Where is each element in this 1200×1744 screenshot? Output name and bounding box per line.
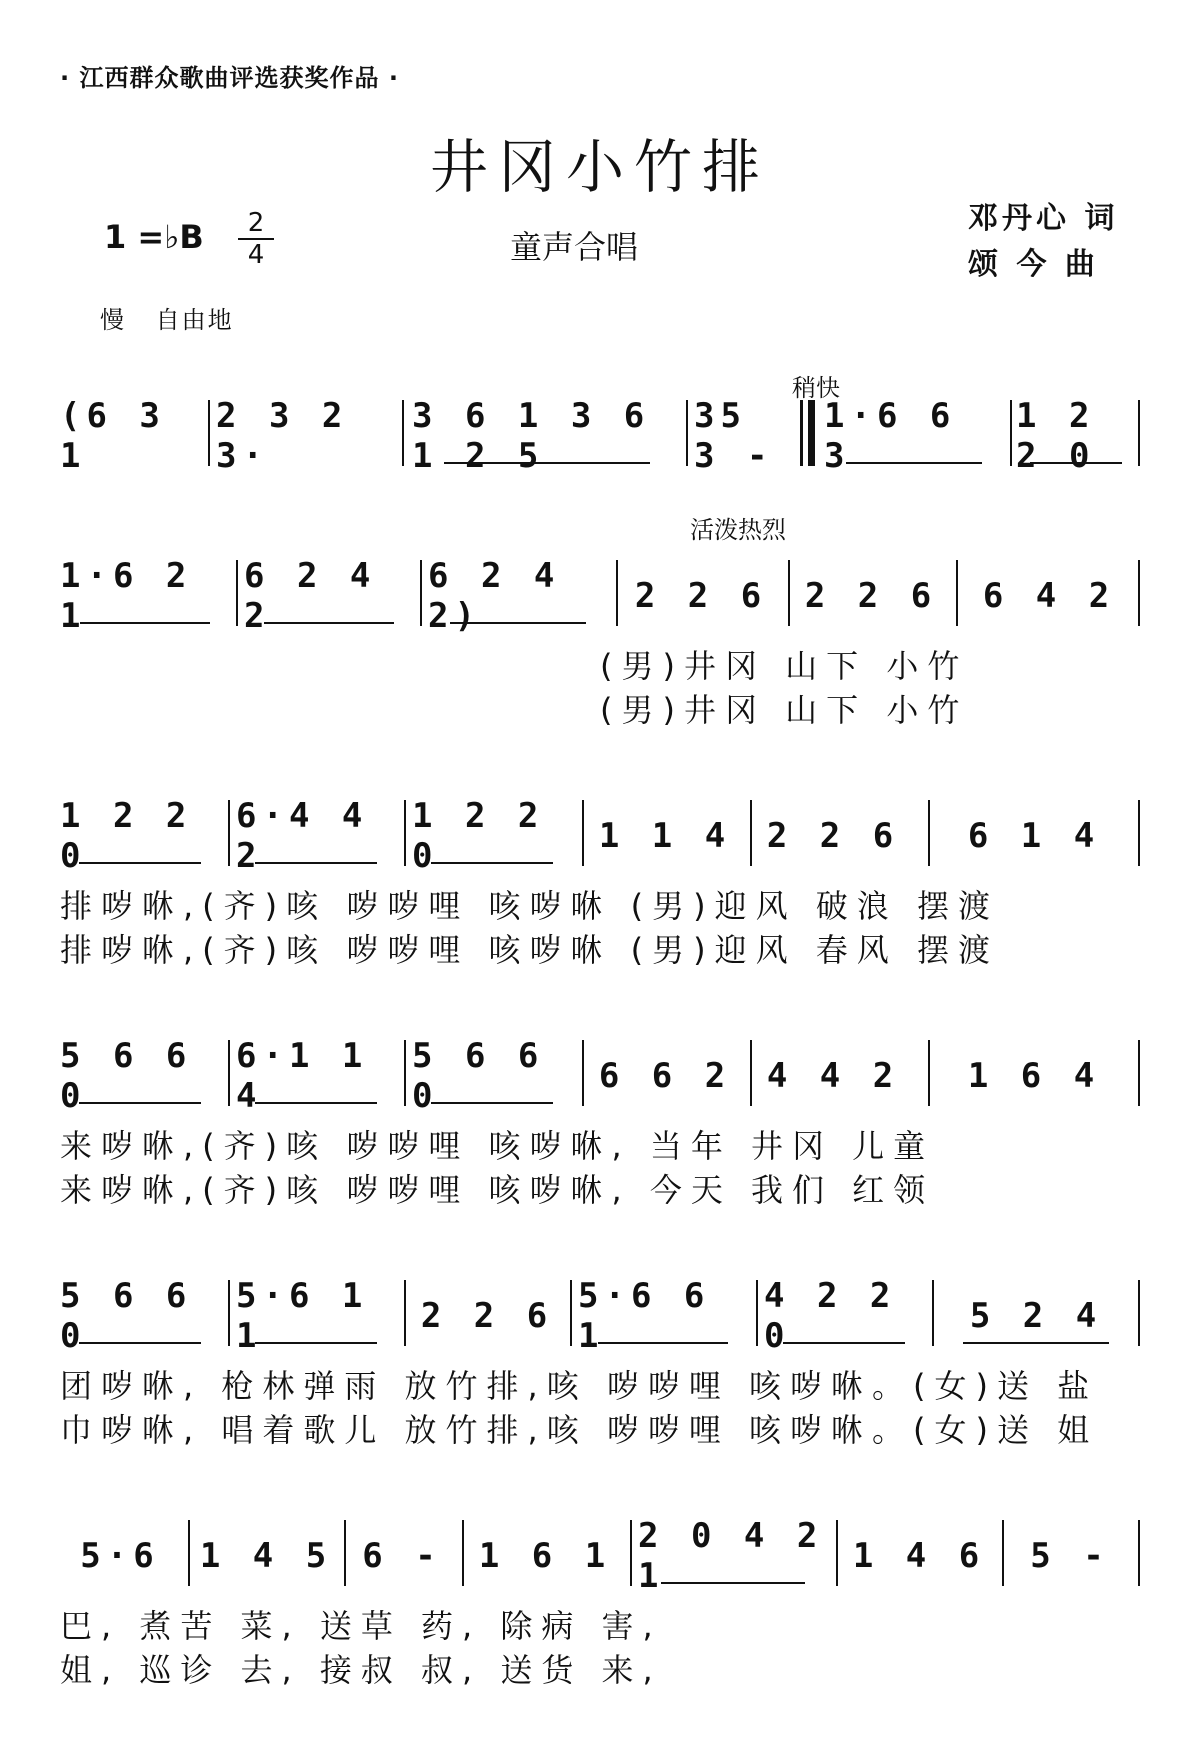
barline — [750, 800, 752, 866]
measure-2-1: 1·6 2 1 — [60, 566, 230, 626]
barline — [582, 1040, 584, 1106]
barline — [402, 400, 404, 466]
barline — [1138, 400, 1140, 466]
notation-line — [60, 796, 1140, 880]
barline — [788, 560, 790, 626]
measure-1-5: 1·6 6 3 — [824, 406, 1004, 466]
measure-1-6: 1 2 2 0 — [1016, 406, 1136, 466]
measure-5-5: 4 2 2 0 — [764, 1286, 924, 1346]
collection-label: · 江西群众歌曲评选获奖作品 · — [60, 64, 399, 92]
measure-5-6: 5 2 4 — [940, 1286, 1132, 1346]
key-signature: 1 =♭B — [104, 218, 204, 256]
barline — [404, 1040, 406, 1106]
barline — [1138, 560, 1140, 626]
measure-6-5: 2 0 4 2 1 — [638, 1526, 828, 1586]
lyric-verse-1: 巴, 煮苦 菜, 送草 药, 除病 害, — [60, 1607, 662, 1645]
credits — [968, 196, 1118, 288]
measure-1-2: 2 3 2 3· — [216, 396, 349, 476]
measure-3-2: 6·4 4 2 — [236, 806, 396, 866]
lyric-verse-2: 巾哕咻, 唱着歌儿 放竹排,咳 哕哕哩 咳哕咻。(女)送 姐 — [60, 1411, 1099, 1449]
barline — [228, 1040, 230, 1106]
measure-3-3: 1 2 2 0 — [412, 806, 572, 866]
barline — [836, 1520, 838, 1586]
measure-5-3: 2 2 6 — [420, 1296, 554, 1336]
repeat-barline — [800, 400, 815, 466]
tempo-lively-mark: 活泼热烈 — [690, 516, 786, 544]
notation-line — [60, 1276, 1140, 1360]
measure-5-2: 5·6 1 1 — [236, 1286, 396, 1346]
tempo-free: 自由地 — [155, 306, 234, 334]
lyric-verse-2: 排哕咻,(齐)咳 哕哕哩 咳哕咻 (男)迎风 春风 摆渡 — [60, 931, 999, 969]
measure-4-1: 5 6 6 0 — [60, 1046, 220, 1106]
barline — [462, 1520, 464, 1586]
time-top: 2 — [247, 208, 265, 238]
notation-line — [60, 396, 1140, 480]
tempo-slow: 慢 — [100, 306, 126, 334]
barline — [1138, 1520, 1140, 1586]
barline — [236, 560, 238, 626]
measure-6-7: 5 - — [1030, 1536, 1110, 1576]
notation-line — [60, 1036, 1140, 1120]
measure-6-3: 6 - — [362, 1536, 442, 1576]
barline — [686, 400, 688, 466]
measure-2-3: 6 2 4 2) — [428, 566, 608, 626]
barline — [1138, 800, 1140, 866]
barline — [228, 800, 230, 866]
lyric-verse-1: 来哕咻,(齐)咳 哕哕哩 咳哕咻, 当年 井冈 儿童 — [60, 1127, 935, 1165]
measure-2-5: 2 2 6 — [804, 576, 938, 616]
measure-4-5: 4 4 2 — [766, 1056, 900, 1096]
measure-6-1: 5·6 — [80, 1536, 160, 1576]
barline — [928, 800, 930, 866]
barline — [188, 1520, 190, 1586]
measure-5-4: 5·6 6 1 — [578, 1286, 748, 1346]
measure-6-2: 1 4 5 — [199, 1536, 333, 1576]
measure-5-1: 5 6 6 0 — [60, 1286, 220, 1346]
notation-line — [60, 1516, 1140, 1600]
barline — [616, 560, 618, 626]
barline — [1138, 1280, 1140, 1346]
measure-6-4: 1 6 1 — [478, 1536, 612, 1576]
measure-1-4: 35 3 - — [694, 396, 774, 476]
measure-2-2: 6 2 4 2 — [244, 566, 414, 626]
composer-credit: 颂 今 曲 — [968, 247, 1099, 282]
measure-1-3: 3 6 1 3 6 1 2 5 — [412, 406, 682, 466]
barline — [582, 800, 584, 866]
measure-4-6: 1 6 4 — [967, 1056, 1101, 1096]
barline — [420, 560, 422, 626]
measure-2-4: 2 2 6 — [634, 576, 768, 616]
barline — [928, 1040, 930, 1106]
measure-4-4: 6 6 2 — [598, 1056, 732, 1096]
measure-3-1: 1 2 2 0 — [60, 806, 220, 866]
lyricist-credit: 邓丹心 词 — [968, 201, 1119, 236]
barline — [750, 1040, 752, 1106]
measure-1-1: (6 3 1 — [60, 396, 166, 476]
lyric-verse-2: 来哕咻,(齐)咳 哕哕哩 咳哕咻, 今天 我们 红领 — [60, 1171, 935, 1209]
measure-6-6: 1 4 6 — [852, 1536, 986, 1576]
measure-2-6: 6 4 2 — [982, 576, 1116, 616]
lyric-verse-2: 姐, 巡诊 去, 接叔 叔, 送货 来, — [60, 1651, 662, 1689]
barline — [570, 1280, 572, 1346]
barline — [404, 1280, 406, 1346]
barline — [1002, 1520, 1004, 1586]
barline — [404, 800, 406, 866]
time-bottom: 4 — [247, 240, 265, 270]
lyric-verse-1: 排哕咻,(齐)咳 哕哕哩 咳哕咻 (男)迎风 破浪 摆渡 — [60, 887, 999, 925]
barline — [228, 1280, 230, 1346]
barline — [344, 1520, 346, 1586]
barline — [932, 1280, 934, 1346]
barline — [1010, 400, 1012, 466]
tempo-faster-mark: 稍快 — [792, 374, 840, 402]
lyric-verse-1: 团哕咻, 枪林弹雨 放竹排,咳 哕哕哩 咳哕咻。(女)送 盐 — [60, 1367, 1099, 1405]
tempo-marking — [100, 300, 254, 335]
barline — [956, 560, 958, 626]
barline — [756, 1280, 758, 1346]
song-title: 井冈小竹排 — [429, 133, 770, 201]
notation-line — [60, 556, 1140, 640]
barline — [630, 1520, 632, 1586]
measure-3-5: 2 2 6 — [766, 816, 900, 856]
measure-4-3: 5 6 6 0 — [412, 1046, 572, 1106]
measure-4-2: 6·1 1 4 — [236, 1046, 396, 1106]
lyric-verse-1: (男)井冈 山下 小竹 — [600, 647, 969, 685]
barline — [1138, 1040, 1140, 1106]
lyric-verse-2: (男)井冈 山下 小竹 — [600, 691, 969, 729]
barline — [208, 400, 210, 466]
performance-type: 童声合唱 — [510, 228, 639, 266]
measure-3-4: 1 1 4 — [598, 816, 732, 856]
time-signature — [238, 210, 274, 268]
measure-3-6: 6 1 4 — [967, 816, 1101, 856]
